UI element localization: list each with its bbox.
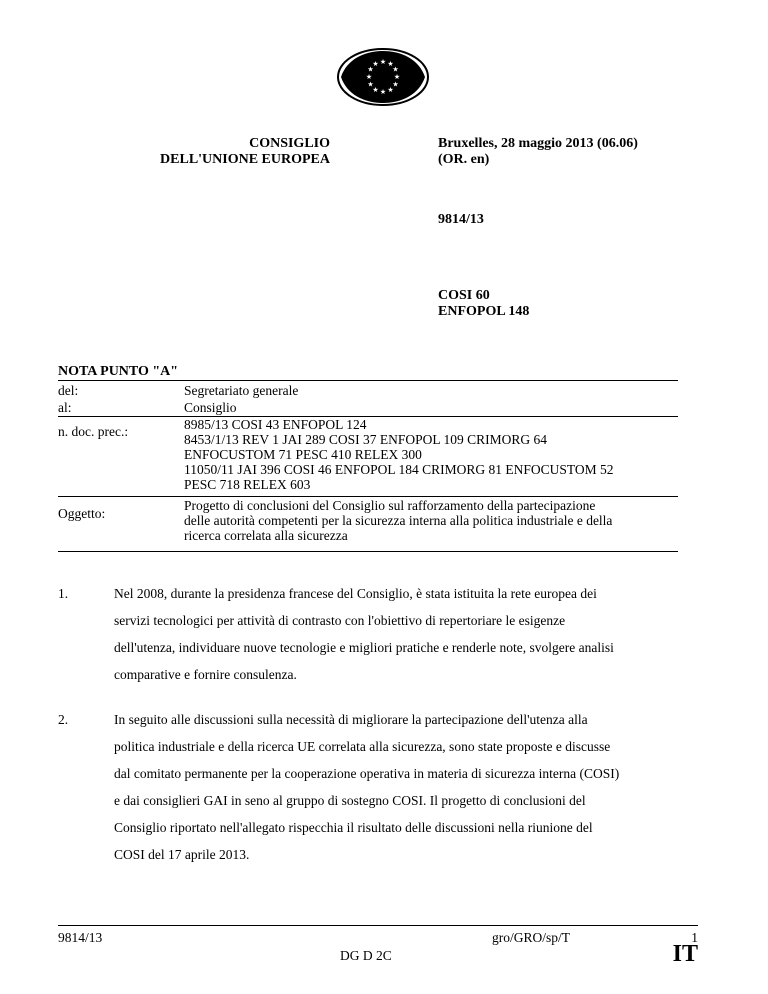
council-name: [140, 136, 330, 168]
council-name-line2: DELL'UNIONE EUROPEA: [160, 152, 330, 167]
date-block: [438, 136, 638, 168]
paragraph-line: e dai consiglieri GAI in seno al gruppo di sostegno COSI. Il progetto di conclusioni del: [114, 793, 586, 808]
divider: [58, 380, 678, 381]
svg-text:★: ★: [372, 60, 379, 68]
previous-doc-line: 8453/1/13 REV 1 JAI 289 COSI 37 ENFOPOL 109 CRIMORG 64: [184, 432, 548, 447]
council-emblem-logo: [335, 45, 431, 109]
svg-text:★: ★: [365, 73, 373, 81]
page-number: 1: [691, 930, 698, 945]
svg-text:★: ★: [379, 88, 387, 96]
svg-text:★: ★: [392, 80, 399, 89]
note-title: NOTA PUNTO "A": [58, 364, 179, 379]
divider: [58, 496, 678, 497]
document-number: 9814/13: [438, 212, 484, 227]
subject-text: [184, 498, 678, 543]
from-value: Segretariato generale: [184, 383, 299, 398]
paragraph-line: servizi tecnologici per attività di contrasto con l'obiettivo di repertoriare le esigenze: [114, 613, 566, 628]
paragraph-line: In seguito alle discussioni sulla necessità di migliorare la partecipazione dell'utenza alla: [114, 712, 588, 727]
footer-divider: [58, 925, 698, 926]
paragraph-line: COSI del 17 aprile 2013.: [114, 847, 250, 862]
date-line: Bruxelles, 28 maggio 2013 (06.06): [438, 136, 638, 151]
previous-docs-list: [184, 417, 678, 492]
original-language: (OR. en): [438, 152, 490, 167]
paragraph-line: comparative e fornire consulenza.: [114, 667, 297, 682]
code-cosi: COSI 60: [438, 288, 490, 303]
svg-text:★: ★: [393, 73, 401, 81]
from-label: del:: [58, 383, 79, 398]
paragraph-line: Nel 2008, durante la presidenza francese del Consiglio, è stata istituita la rete europea dei: [114, 586, 597, 601]
to-value: Consiglio: [184, 400, 237, 415]
subject-line: Progetto di conclusioni del Consiglio sul rafforzamento della partecipazione: [184, 498, 596, 513]
previous-doc-line: 11050/11 JAI 396 COSI 46 ENFOPOL 184 CRIMORG 81 ENFOCUSTOM 52: [184, 462, 614, 477]
previous-docs-label: n. doc. prec.:: [58, 424, 129, 439]
svg-text:★: ★: [392, 65, 399, 74]
svg-text:★: ★: [387, 60, 394, 68]
subject-label: Oggetto:: [58, 506, 106, 521]
paragraph-line: Consiglio riportato nell'allegato rispecchia il risultato delle discussioni nella riunione del: [114, 820, 593, 835]
svg-text:★: ★: [379, 58, 387, 66]
to-label: al:: [58, 400, 72, 415]
paragraph-number: 1.: [58, 586, 69, 601]
previous-doc-line: ENFOCUSTOM 71 PESC 410 RELEX 300: [184, 447, 422, 462]
code-enfopol: ENFOPOL 148: [438, 304, 530, 319]
council-name-line1: CONSIGLIO: [249, 136, 330, 151]
paragraph-body: [114, 580, 680, 688]
subject-line: ricerca correlata alla sicurezza: [184, 528, 348, 543]
footer-directorate: DG D 2C: [340, 948, 392, 963]
svg-text:★: ★: [367, 80, 374, 89]
svg-text:★: ★: [367, 65, 374, 74]
previous-doc-line: 8985/13 COSI 43 ENFOPOL 124: [184, 417, 367, 432]
paragraph-body: [114, 706, 680, 868]
paragraph-line: dell'utenza, individuare nuove tecnologie e migliori pratiche e renderle note, svolgere analisi: [114, 640, 614, 655]
footer-doc-number: 9814/13: [58, 930, 103, 945]
language-code: IT: [672, 941, 698, 967]
paragraph-line: politica industriale e della ricerca UE correlata alla sicurezza, sono state proposte e discusse: [114, 739, 611, 754]
svg-text:★: ★: [387, 86, 394, 94]
footer-author-code: gro/GRO/sp/T: [492, 930, 571, 945]
previous-doc-line: PESC 718 RELEX 603: [184, 477, 311, 492]
paragraph-number: 2.: [58, 712, 69, 727]
subject-line: delle autorità competenti per la sicurezza interna alla politica industriale e della: [184, 513, 613, 528]
divider: [58, 551, 678, 552]
document-codes: [438, 288, 529, 320]
paragraph-line: dal comitato permanente per la cooperazione operativa in materia di sicurezza interna (COSI): [114, 766, 620, 781]
svg-text:★: ★: [372, 86, 379, 94]
